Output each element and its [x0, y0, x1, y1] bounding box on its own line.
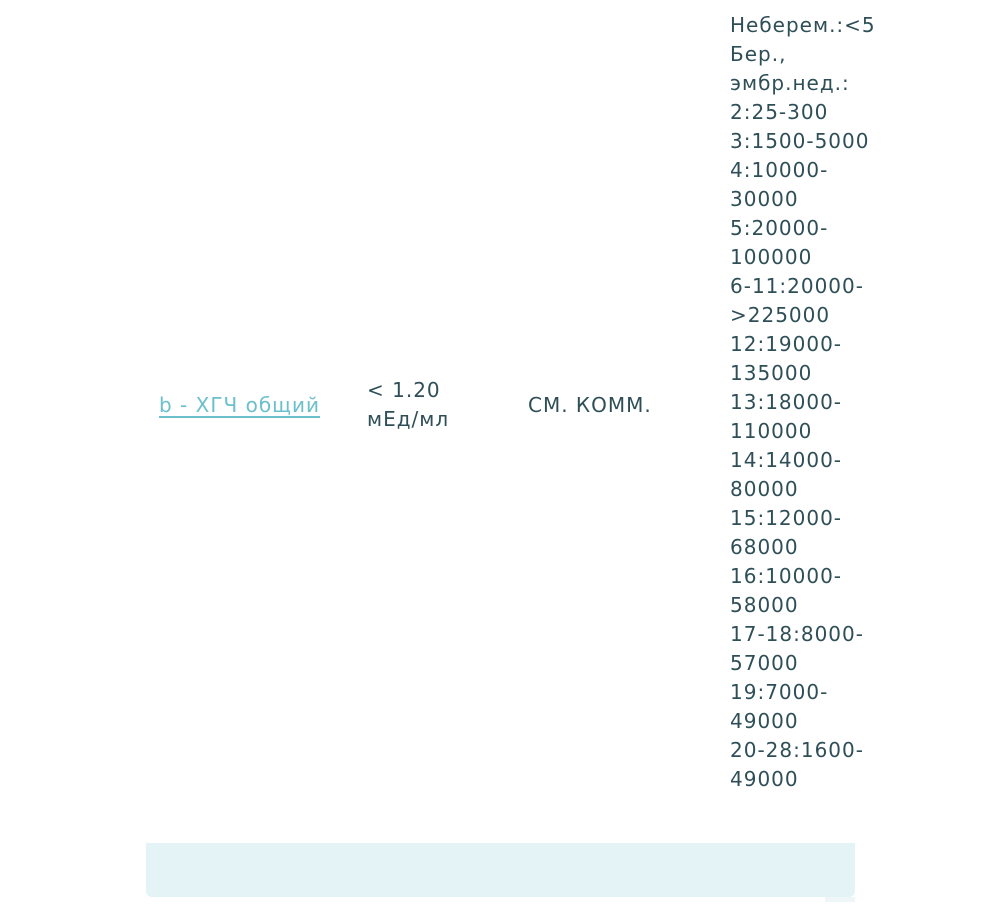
table-row: [146, 0, 876, 843]
range-line: 17-18:8000-: [730, 622, 864, 646]
results-table: [146, 0, 876, 910]
range-line: 3:1500-5000: [730, 129, 870, 153]
range-line: 49000: [730, 709, 799, 733]
range-line: 100000: [730, 245, 813, 269]
range-line: 110000: [730, 419, 813, 443]
range-line: 4:10000-: [730, 158, 829, 182]
range-line: 6-11:20000-: [730, 274, 864, 298]
test-name-link[interactable]: b - ХГЧ общий: [159, 393, 320, 417]
range-line: 13:18000-: [730, 390, 843, 414]
range-line: 57000: [730, 651, 799, 675]
range-line: 12:19000-: [730, 332, 843, 356]
range-line: 30000: [730, 187, 799, 211]
range-line: 15:12000-: [730, 506, 843, 530]
range-line: 16:10000-: [730, 564, 843, 588]
range-line: 58000: [730, 593, 799, 617]
range-line: 20-28:1600-: [730, 738, 864, 762]
range-line: 135000: [730, 361, 813, 385]
result-value-number: < 1.20: [367, 378, 441, 402]
reference-ranges: [730, 11, 876, 794]
range-line: 49000: [730, 767, 799, 791]
range-line: 14:14000-: [730, 448, 843, 472]
range-line: 2:25-300: [730, 100, 829, 124]
range-line: Неберем.:<5: [730, 13, 876, 37]
range-line: 68000: [730, 535, 799, 559]
range-line: 19:7000-: [730, 680, 829, 704]
range-line: 80000: [730, 477, 799, 501]
range-line: Бер.,: [730, 42, 787, 66]
range-line: эмбр.нед.:: [730, 71, 850, 95]
result-value-unit: мЕд/мл: [367, 407, 450, 431]
result-comment: СМ. КОММ.: [528, 393, 652, 417]
range-line: 5:20000-: [730, 216, 829, 240]
range-line: >225000: [730, 303, 831, 327]
result-value: [367, 376, 487, 434]
table-row-next: [146, 843, 855, 897]
